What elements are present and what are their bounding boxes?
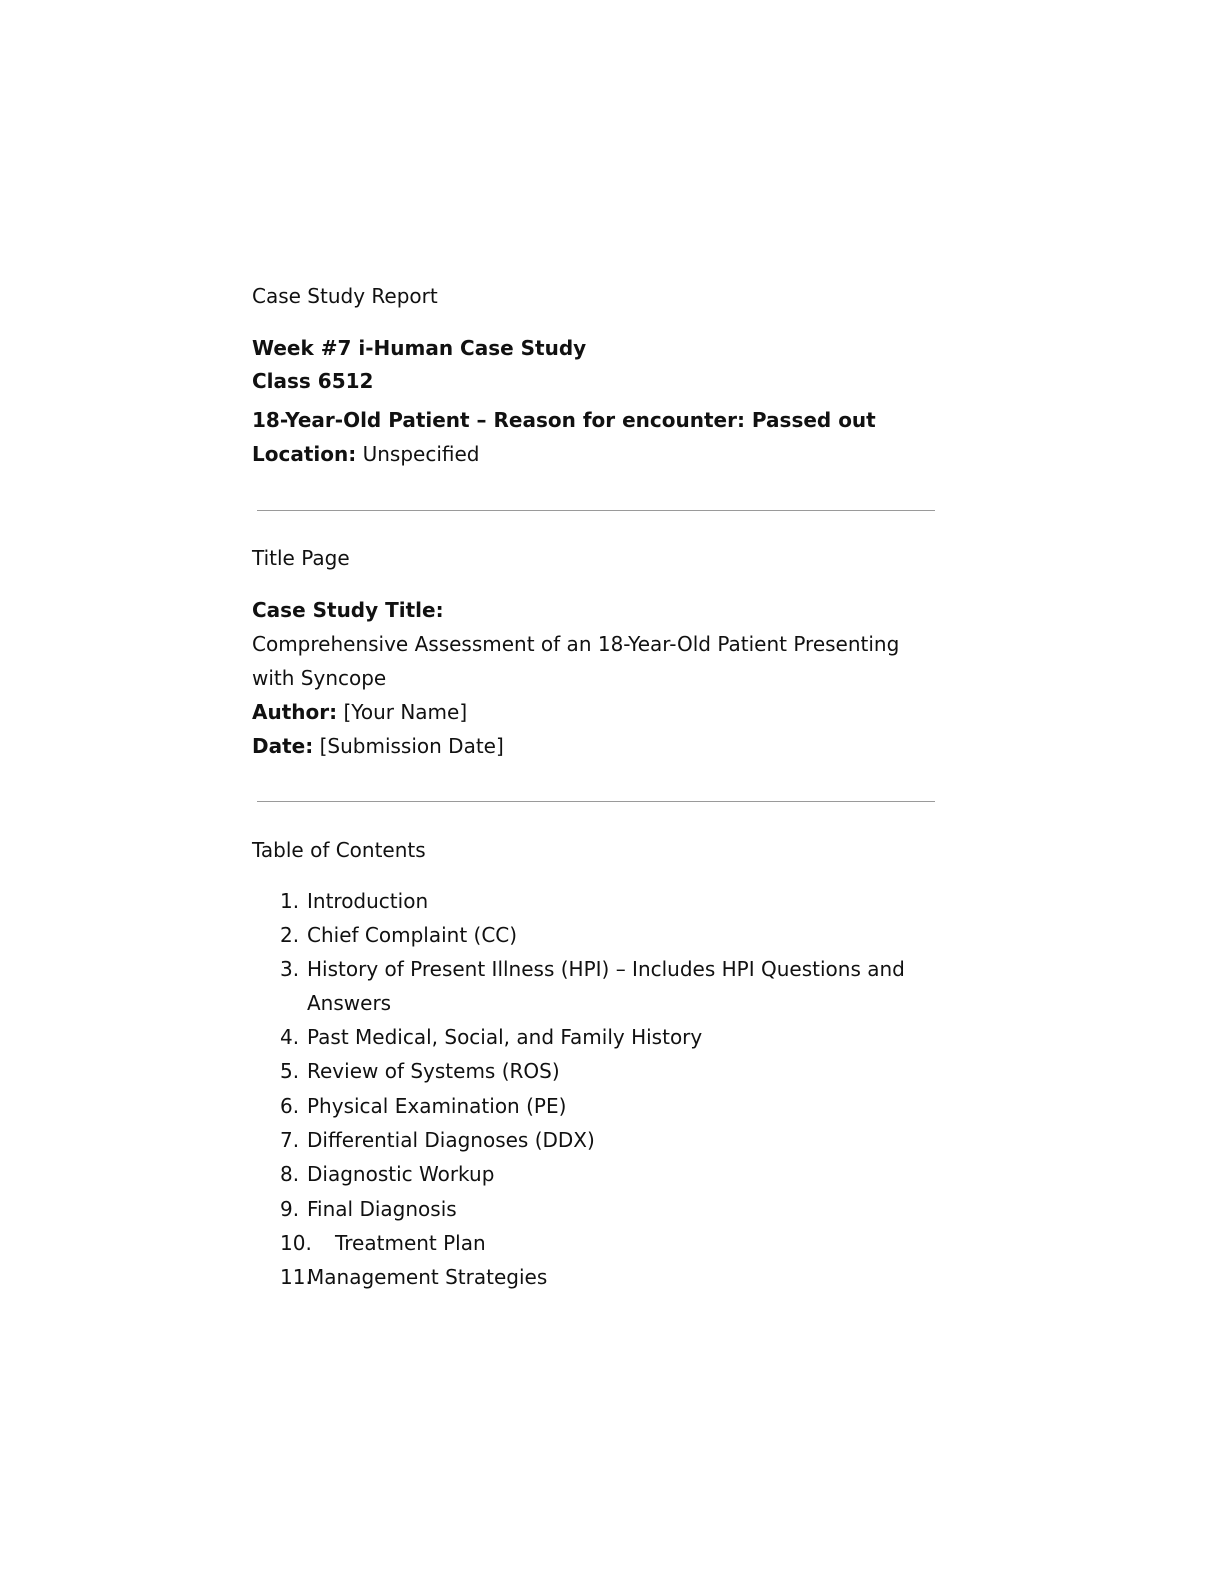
toc-item-physical-exam: Physical Examination (PE) [307, 1094, 567, 1118]
author-line [252, 699, 467, 725]
author-label: Author: [252, 700, 338, 724]
title-page-heading: Title Page [252, 546, 350, 570]
location-value: Unspecified [356, 442, 480, 466]
case-title-line-1: Comprehensive Assessment of an 18-Year-Old Patient Presenting [252, 632, 900, 656]
toc-item-number: 8. [280, 1162, 300, 1186]
patient-line: 18-Year-Old Patient – Reason for encounter: Passed out [252, 408, 876, 432]
toc-item-number: 11. [280, 1265, 312, 1289]
toc-item-number: 10. [280, 1231, 312, 1255]
location-line [252, 441, 479, 467]
case-title-line-2: with Syncope [252, 666, 387, 690]
author-value: [Your Name] [337, 700, 468, 724]
toc-item-final-diagnosis: Final Diagnosis [307, 1197, 457, 1221]
toc-item-hpi-continued: Answers [307, 991, 392, 1015]
toc-item-introduction: Introduction [307, 889, 429, 913]
section-divider [257, 510, 935, 511]
section-divider [257, 801, 935, 802]
toc-item-history: Past Medical, Social, and Family History [307, 1025, 703, 1049]
toc-item-number: 4. [280, 1025, 300, 1049]
week-line: Week #7 i-Human Case Study [252, 336, 587, 360]
date-value: [Submission Date] [313, 734, 504, 758]
toc-item-number: 5. [280, 1059, 300, 1083]
date-line [252, 733, 504, 759]
toc-item-diagnostic-workup: Diagnostic Workup [307, 1162, 495, 1186]
doc-type-label: Case Study Report [252, 284, 438, 308]
toc-item-ddx: Differential Diagnoses (DDX) [307, 1128, 595, 1152]
toc-heading: Table of Contents [252, 838, 426, 862]
toc-item-management: Management Strategies [307, 1265, 548, 1289]
toc-item-ros: Review of Systems (ROS) [307, 1059, 560, 1083]
toc-item-treatment-plan: Treatment Plan [335, 1231, 486, 1255]
toc-item-hpi: History of Present Illness (HPI) – Includes HPI Questions and [307, 957, 905, 981]
toc-item-number: 1. [280, 889, 300, 913]
class-line: Class 6512 [252, 369, 374, 393]
toc-item-chief-complaint: Chief Complaint (CC) [307, 923, 518, 947]
toc-item-number: 9. [280, 1197, 300, 1221]
location-label: Location: [252, 442, 357, 466]
date-label: Date: [252, 734, 314, 758]
case-title-label: Case Study Title: [252, 598, 444, 622]
toc-item-number: 7. [280, 1128, 300, 1152]
toc-item-number: 3. [280, 957, 300, 981]
toc-item-number: 6. [280, 1094, 300, 1118]
toc-item-number: 2. [280, 923, 300, 947]
